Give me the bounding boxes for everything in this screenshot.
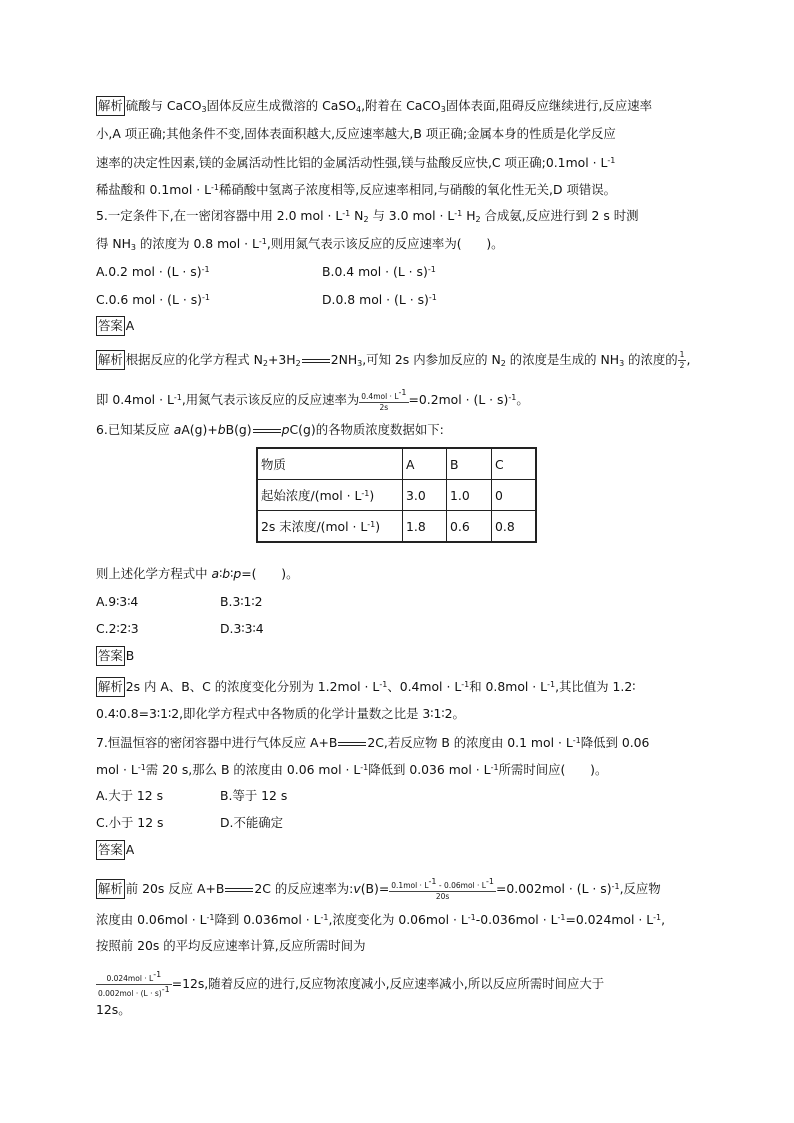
q6-option-d: D.3∶3∶4 [220,621,264,636]
table-cell: 1.8 [403,511,447,543]
fraction-half: $\frac{1}{2}$ [679,350,685,370]
equilibrium-arrow-icon [338,741,366,747]
q5-analysis-line1: 解析 根据反应的化学方程式 $N_2+3H_2$ $2NH_3$,可知 2s 内参加反应的 $N_2$ 的浓度是生成的 $NH_3$ 的浓度的 $\frac{1}{2}$ , [98,350,691,370]
q7-option-a: A.大于 12 s [96,788,164,803]
table-row [257,511,536,543]
analysis-tag: 解析 [96,96,125,116]
q7-analysis-line5: 12s。 [96,1002,131,1017]
table-cell: 1.0 [447,480,492,511]
rate-fraction: $\frac{0.4mol \cdot L^{-1}}{2s}$ [361,388,407,412]
q5-option-a: A.0.2 mol · $(L \cdot s)^{-1}$ [96,264,210,279]
equilibrium-arrow-icon [302,358,330,364]
analysis4-line4: 稀盐酸和 $0.1mol \cdot L^{-1}$稀硝酸中氢离子浓度相等,反应速率相同,与硝酸的氧化性无关,D 项错误。 [96,182,617,197]
concentration-table [256,447,537,543]
q7-option-b: B.等于 12 s [220,788,288,803]
q7-option-c: C.小于 12 s [96,815,164,830]
analysis-tag: 解析 [96,879,125,899]
q5-option-b: B.0.4 mol · $(L \cdot s)^{-1}$ [322,264,436,279]
table-cell: 0.8 [492,511,537,543]
q6-question: 则上述化学方程式中 a∶b∶p=( )。 [96,566,299,581]
q6-stem: 6.已知某反应 aA(g)+bB(g) pC(g)的各物质浓度数据如下: [96,422,444,437]
answer-tag: 答案 [96,316,125,336]
table-header-row [257,448,536,480]
rate-fraction: $\frac{0.1mol \cdot L^{-1} - 0.06mol \cdot L^{-1}}{20s}$ [391,877,494,901]
q5-option-c: C.0.6 mol · $(L \cdot s)^{-1}$ [96,292,210,307]
q7-analysis-line3: 按照前 20s 的平均反应速率计算,反应所需时间为 [96,938,366,953]
table-row-label: 起始浓度$/(mol \cdot L^{-1})$ [257,480,403,511]
table-row [257,480,536,511]
analysis-tag: 解析 [96,350,125,370]
equilibrium-arrow-icon [225,887,253,893]
q7-option-d: D.不能确定 [220,815,284,830]
q7-analysis-line1: 解析 前 20s 反应 A+B 2C 的反应速率为:v(B)= $\frac{0.1mol \cdot L^{-1} - 0.06mol \cdot L^{-1}}{20s}$ $=0.002mol \cdot (L \cdot s)^{-1}$,反应物 [98,877,661,901]
table-cell: 0.6 [447,511,492,543]
q5-stem-line2: 得 $NH_3$ 的浓度为 0.8 mol · $L^{-1}$,则用氮气表示该反应的反应速率为( )。 [96,236,504,252]
analysis4-line2: 小,A 项正确;其他条件不变,固体表面积越大,反应速率越大,B 项正确;金属本身的性质是化学反应 [96,126,616,141]
table-header-cell: A [403,448,447,480]
analysis4-line1: 解析 硫酸与 CaCO$_3$固体反应生成微溶的 CaSO$_4$,附着在 CaCO$_3$固体表面,阻碍反应继续进行,反应速率 [98,98,652,114]
equilibrium-arrow-icon [253,428,281,434]
q5-answer: 答案 A [96,316,134,338]
table-header-cell: 物质 [257,448,403,480]
q6-analysis-line1: 解析 2s 内 A、B、C 的浓度变化分别为 $1.2mol \cdot L^{-1}$、$0.4mol \cdot L^{-1}$和 $0.8mol \cdot L^{-1}$,其比值为 1.2∶ [96,675,635,697]
q6-answer: 答案 B [96,646,134,668]
table-cell: 3.0 [403,480,447,511]
q7-analysis-line2: 浓度由 $0.06mol \cdot L^{-1}$降到 $0.036mol \cdot L^{-1}$,浓度变化为 $0.06mol \cdot L^{-1}-0.036mol \cdot L^{-1}=0.024mol \cdot L^{-1}$, [96,912,666,927]
q5-analysis-line2: 即 $0.4mol \cdot L^{-1}$,用氮气表示该反应的反应速率为 $\frac{0.4mol \cdot L^{-1}}{2s}$ $=0.2mol \cdot (L \cdot s)^{-1}$。 [96,388,529,412]
analysis-tag: 解析 [96,677,125,697]
q6-option-a: A.9∶3∶4 [96,594,139,609]
q5-option-d: D.0.8 mol · $(L \cdot s)^{-1}$ [322,292,437,307]
table-header-cell: C [492,448,537,480]
q6-option-c: C.2∶2∶3 [96,621,139,636]
time-fraction: $\frac{0.024mol \cdot L^{-1}}{0.002mol \cdot (L \cdot s)^{-1}}$ [98,970,170,998]
answer-tag: 答案 [96,646,125,666]
q7-stem-line2: mol · $L^{-1}$需 20 s,那么 B 的浓度由 0.06 mol · $L^{-1}$降低到 0.036 mol · $L^{-1}$所需时间应( )。 [96,762,608,777]
q7-stem-line1: 7.恒温恒容的密闭容器中进行气体反应 A+B 2C,若反应物 B 的浓度由 0.1 mol · $L^{-1}$降低到 0.06 [96,735,650,750]
q5-stem-line1: 5.一定条件下,在一密闭容器中用 2.0 mol · $L^{-1}$ $N_2$ 与 3.0 mol · $L^{-1}$ $H_2$ 合成氨,反应进行到 2 s 时测 [96,208,639,224]
q6-analysis-line2: 0.4∶0.8=3∶1∶2,即化学方程式中各物质的化学计量数之比是 3∶1∶2。 [96,706,465,721]
answer-tag: 答案 [96,840,125,860]
analysis4-line3: 速率的决定性因素,镁的金属活动性比铝的金属活动性强,镁与盐酸反应快,C 项正确;0.1mol · $L^{-1}$ [96,155,616,170]
table-cell: 0 [492,480,537,511]
q6-option-b: B.3∶1∶2 [220,594,263,609]
table-row-label: 2s 末浓度$/(mol \cdot L^{-1})$ [257,511,403,543]
q7-answer: 答案 A [96,840,134,862]
q7-analysis-line4: $\frac{0.024mol \cdot L^{-1}}{0.002mol \cdot (L \cdot s)^{-1}}$ =12s,随着反应的进行,反应物浓度减小,反应速率减小,所以反应所需时间应大于 [98,970,605,998]
table-header-cell: B [447,448,492,480]
